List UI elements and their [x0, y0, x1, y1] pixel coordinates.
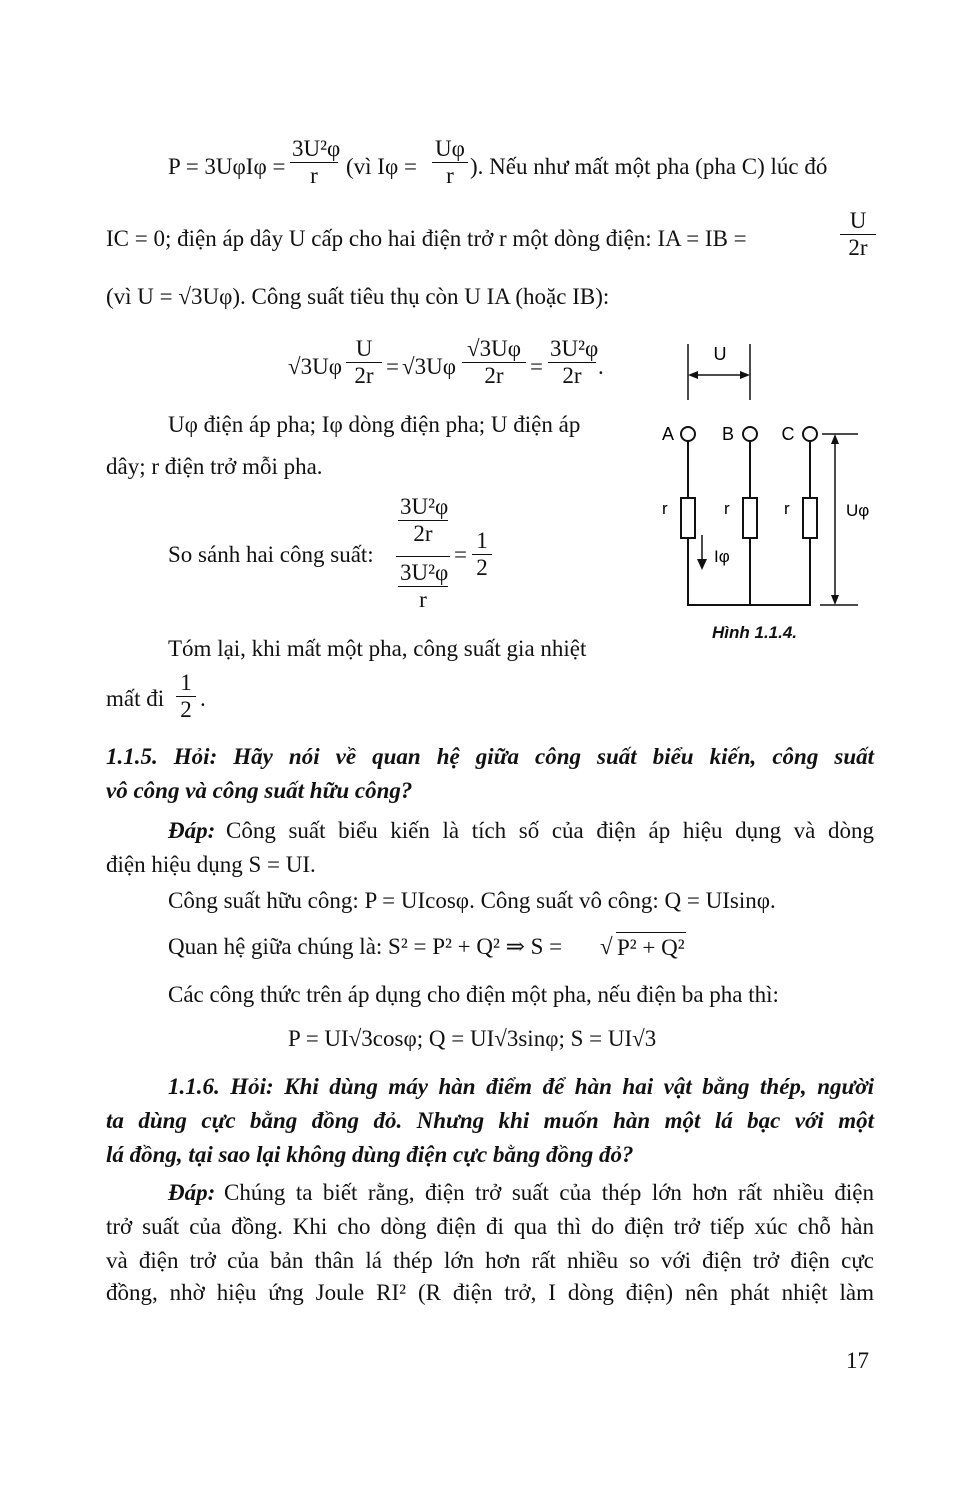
compare-bot-num: 3U²φ [400, 560, 449, 585]
eq-power-end: . [598, 354, 604, 379]
summary-line2: mất đi [106, 686, 165, 711]
eq-power-f2-den: 2r [462, 362, 526, 389]
compare-top-frac [398, 494, 448, 547]
summary-num: 1 [180, 670, 192, 695]
label-u: U [713, 344, 727, 364]
eq-p-tail: ). Nếu như mất một pha (pha C) lúc đó [470, 154, 828, 179]
eq-p-frac1-num: 3U²φ [292, 136, 341, 161]
compare-eq: = [454, 542, 467, 567]
compare-top-num: 3U²φ [400, 494, 449, 519]
line-ic-frac-num: U [849, 208, 867, 233]
u-arrow-head-left [688, 371, 698, 379]
compare-bot-den: r [398, 586, 448, 613]
a116-line4: đồng, nhờ hiệu ứng Joule RI² (R điện trở, I dòng điện) nên phát nhiệt làm [106, 1280, 874, 1305]
eq-p-frac1-den: r [290, 162, 338, 189]
eq-p-frac2 [432, 136, 468, 189]
defs-line2: dây; r điện trở mỗi pha. [106, 454, 323, 479]
uphi-arrow-top [831, 434, 839, 444]
eq-p-frac2-den: r [432, 162, 468, 189]
a115-label: Đáp: [168, 818, 216, 843]
a115-sqrt-sign: √ [600, 934, 613, 959]
resistor-b [743, 498, 757, 538]
q115-line1: 1.1.5. Hỏi: Hãy nói về quan hệ giữa công suất biểu kiến, công suất [106, 744, 874, 769]
a116-line2: trở suất của đồng. Khi cho dòng điện đi qua thì do điện trở tiếp xúc chỗ hàn [106, 1214, 874, 1239]
a115-line6: P = UI√3cosφ; Q = UI√3sinφ; S = UI√3 [288, 1026, 657, 1051]
a116-line3: và điện trở của bản thân lá thép lớn hơn rất nhiều so với điện trở điện cực [106, 1248, 874, 1273]
eq-p-frac2-num: Uφ [435, 136, 465, 161]
u-arrow-head-right [740, 371, 750, 379]
summary-end: . [200, 686, 206, 711]
resistor-c [803, 498, 817, 538]
eq-power-p2: √3Uφ [402, 354, 457, 379]
summary-den: 2 [176, 696, 196, 723]
label-r-c: r [784, 499, 790, 518]
compare-label: So sánh hai công suất: [168, 542, 374, 567]
eq-p-vi: (vì Iφ = [346, 154, 417, 179]
current-arrow-head [697, 559, 707, 570]
line-ic-frac [840, 208, 876, 261]
label-b: B [721, 424, 735, 444]
compare-res-num: 1 [476, 528, 488, 553]
compare-top-den: 2r [398, 520, 448, 547]
page-number: 17 [846, 1348, 869, 1373]
eq-power-f3-den: 2r [548, 362, 596, 389]
compare-main-bar [396, 556, 450, 557]
eq-power-f1 [346, 336, 382, 389]
terminal-b [743, 427, 757, 441]
label-iphi: Iφ [714, 547, 730, 566]
line-ic-frac-den: 2r [840, 234, 876, 261]
compare-res-den: 2 [472, 554, 492, 581]
eq-power-eq1: = [386, 354, 399, 379]
q115-line2: vô công và công suất hữu công? [106, 778, 413, 803]
q116-line2: ta dùng cực bằng đồng đỏ. Nhưng khi muốn hàn một lá bạc với một [106, 1108, 874, 1133]
figure-circuit [640, 330, 890, 650]
a116-line1: Chúng ta biết rằng, điện trở suất của thép lớn hơn rất nhiều điện [224, 1180, 874, 1205]
line-ic: IC = 0; điện áp dây U cấp cho hai điện trở r một dòng điện: IA = IB = [106, 226, 747, 251]
uphi-arrow-bottom [831, 595, 839, 605]
a115-line4: Quan hệ giữa chúng là: S² = P² + Q² ⇒ S = [168, 934, 563, 959]
summary-line1: Tóm lại, khi mất một pha, công suất gia nhiệt [168, 636, 587, 661]
q116-line1: 1.1.6. Hỏi: Khi dùng máy hàn điểm để hàn hai vật bằng thép, người [168, 1074, 874, 1099]
summary-frac [176, 670, 196, 723]
eq-power-f1-den: 2r [346, 362, 382, 389]
line-vi: (vì U = √3Uφ). Công suất tiêu thụ còn U IA (hoặc IB): [106, 284, 610, 309]
label-c: C [781, 424, 795, 444]
eq-power-eq2: = [530, 354, 543, 379]
eq-power-f2-num: √3Uφ [466, 336, 521, 361]
label-a: A [661, 424, 675, 444]
label-r-b: r [724, 499, 730, 518]
eq-power-f3 [548, 336, 599, 389]
a116-label: Đáp: [168, 1180, 216, 1205]
compare-bot-frac [398, 560, 448, 613]
eq-p-lhs: P = 3UφIφ = [168, 154, 286, 179]
q116-line3: lá đồng, tại sao lại không dùng điện cực bằng đồng đỏ? [106, 1142, 634, 1167]
eq-p-frac1 [290, 136, 341, 189]
eq-power-f2 [462, 336, 526, 389]
terminal-a [681, 427, 695, 441]
a115-line5: Các công thức trên áp dụng cho điện một pha, nếu điện ba pha thì: [168, 982, 779, 1007]
a115-line4-rad: P² + Q² [616, 932, 686, 963]
eq-power-f1-num: U [355, 336, 373, 361]
a115-line1: Công suất biểu kiến là tích số của điện áp hiệu dụng và dòng [226, 818, 874, 843]
compare-result [472, 528, 492, 581]
label-r-a: r [662, 499, 668, 518]
a115-line3: Công suất hữu công: P = UIcosφ. Công suất vô công: Q = UIsinφ. [168, 888, 776, 913]
terminal-c [803, 427, 817, 441]
eq-power-p1: √3Uφ [288, 354, 343, 379]
a115-line2: điện hiệu dụng S = UI. [106, 852, 316, 877]
resistor-a [681, 498, 695, 538]
defs-line1: Uφ điện áp pha; Iφ dòng điện pha; U điện áp [168, 412, 581, 437]
label-uphi: Uφ [846, 501, 870, 520]
eq-power-f3-num: 3U²φ [550, 336, 599, 361]
figure-caption: Hình 1.1.4. [712, 623, 798, 642]
